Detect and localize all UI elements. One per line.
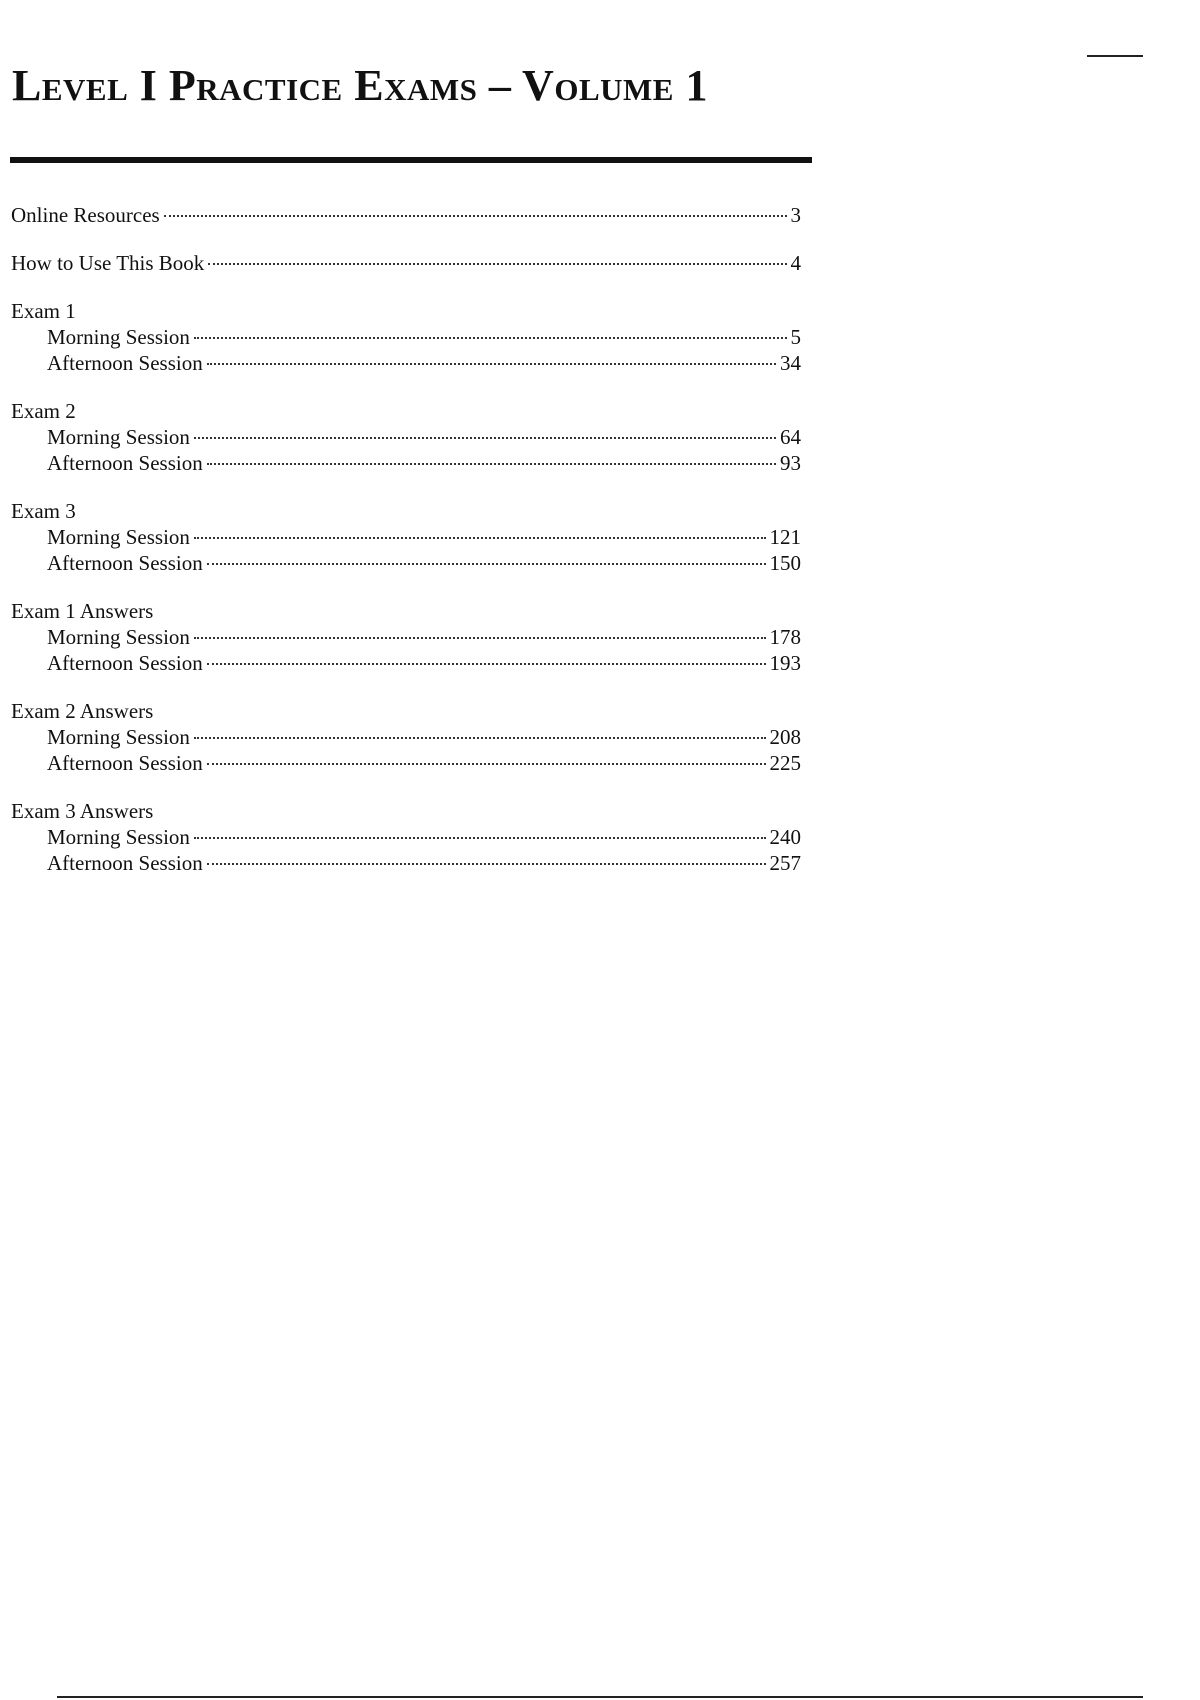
toc-entry-exam-1-morning[interactable] bbox=[11, 324, 801, 350]
toc-entry-exam-1-afternoon[interactable] bbox=[11, 350, 801, 376]
toc-group-exam-3-answers bbox=[11, 798, 801, 876]
toc-entry-label: Afternoon Session bbox=[47, 351, 203, 375]
toc-section-heading: Exam 1 bbox=[11, 299, 76, 323]
title-rule bbox=[10, 157, 812, 163]
toc-entry-label: Afternoon Session bbox=[47, 651, 203, 675]
toc-entry-label: Morning Session bbox=[47, 425, 190, 449]
toc-entry-exam-2-morning[interactable] bbox=[11, 424, 801, 450]
toc-entry-label: Morning Session bbox=[47, 325, 190, 349]
dot-leader bbox=[207, 463, 776, 465]
toc-section-heading: Exam 3 Answers bbox=[11, 799, 154, 823]
toc-page-number: 34 bbox=[780, 351, 801, 375]
toc-group-exam-1 bbox=[11, 298, 801, 376]
dot-leader bbox=[207, 663, 766, 665]
dot-leader bbox=[194, 737, 766, 739]
dot-leader bbox=[194, 837, 766, 839]
toc-page-number: 257 bbox=[769, 851, 801, 875]
dot-leader bbox=[207, 563, 766, 565]
toc-entry-label: How to Use This Book bbox=[11, 251, 205, 275]
toc-entry-exam-2-afternoon[interactable] bbox=[11, 450, 801, 476]
toc-group-exam-2-answers bbox=[11, 698, 801, 776]
toc-group-how-to-use bbox=[11, 250, 801, 276]
dot-leader bbox=[164, 215, 787, 217]
dot-leader bbox=[207, 863, 766, 865]
toc-page-number: 93 bbox=[780, 451, 801, 475]
toc-entry-exam-2-answers-morning[interactable] bbox=[11, 724, 801, 750]
toc-page-number: 240 bbox=[769, 825, 801, 849]
dot-leader bbox=[208, 263, 786, 265]
top-right-rule bbox=[1087, 55, 1143, 57]
toc-entry-exam-3-answers-afternoon[interactable] bbox=[11, 850, 801, 876]
dot-leader bbox=[194, 537, 766, 539]
toc-group-exam-1-answers bbox=[11, 598, 801, 676]
page-title: Level I Practice Exams – Volume 1 bbox=[12, 61, 708, 110]
toc-section-heading: Exam 3 bbox=[11, 499, 76, 523]
toc-entry-exam-3-morning[interactable] bbox=[11, 524, 801, 550]
toc-entry-label: Morning Session bbox=[47, 525, 190, 549]
toc-entry-exam-3-afternoon[interactable] bbox=[11, 550, 801, 576]
toc-page-number: 225 bbox=[769, 751, 801, 775]
toc-group-online-resources bbox=[11, 202, 801, 228]
toc-section-heading: Exam 1 Answers bbox=[11, 599, 154, 623]
toc-group-exam-2 bbox=[11, 398, 801, 476]
toc-page-number: 193 bbox=[769, 651, 801, 675]
toc-section-heading: Exam 2 Answers bbox=[11, 699, 154, 723]
toc-entry-label: Morning Session bbox=[47, 625, 190, 649]
toc-entry-label: Afternoon Session bbox=[47, 751, 203, 775]
table-of-contents bbox=[11, 202, 801, 898]
toc-entry-label: Online Resources bbox=[11, 203, 160, 227]
toc-page-number: 208 bbox=[769, 725, 801, 749]
toc-page-number: 150 bbox=[769, 551, 801, 575]
toc-entry-label: Afternoon Session bbox=[47, 551, 203, 575]
toc-entry-how-to-use[interactable] bbox=[11, 250, 801, 276]
toc-entry-exam-1-answers-afternoon[interactable] bbox=[11, 650, 801, 676]
toc-entry-exam-2-answers-afternoon[interactable] bbox=[11, 750, 801, 776]
toc-entry-label: Afternoon Session bbox=[47, 851, 203, 875]
toc-page-number: 5 bbox=[790, 325, 801, 349]
toc-entry-label: Morning Session bbox=[47, 825, 190, 849]
toc-page-number: 4 bbox=[790, 251, 801, 275]
toc-entry-exam-3-answers-morning[interactable] bbox=[11, 824, 801, 850]
toc-entry-label: Morning Session bbox=[47, 725, 190, 749]
toc-page-number: 3 bbox=[790, 203, 801, 227]
dot-leader bbox=[194, 437, 776, 439]
toc-entry-label: Afternoon Session bbox=[47, 451, 203, 475]
dot-leader bbox=[194, 637, 766, 639]
toc-page-number: 178 bbox=[769, 625, 801, 649]
bottom-rule bbox=[57, 1696, 1143, 1698]
toc-page-number: 121 bbox=[769, 525, 801, 549]
toc-page-number: 64 bbox=[780, 425, 801, 449]
dot-leader bbox=[194, 337, 787, 339]
dot-leader bbox=[207, 763, 766, 765]
toc-entry-exam-1-answers-morning[interactable] bbox=[11, 624, 801, 650]
toc-group-exam-3 bbox=[11, 498, 801, 576]
toc-section-heading: Exam 2 bbox=[11, 399, 76, 423]
toc-entry-online-resources[interactable] bbox=[11, 202, 801, 228]
dot-leader bbox=[207, 363, 776, 365]
